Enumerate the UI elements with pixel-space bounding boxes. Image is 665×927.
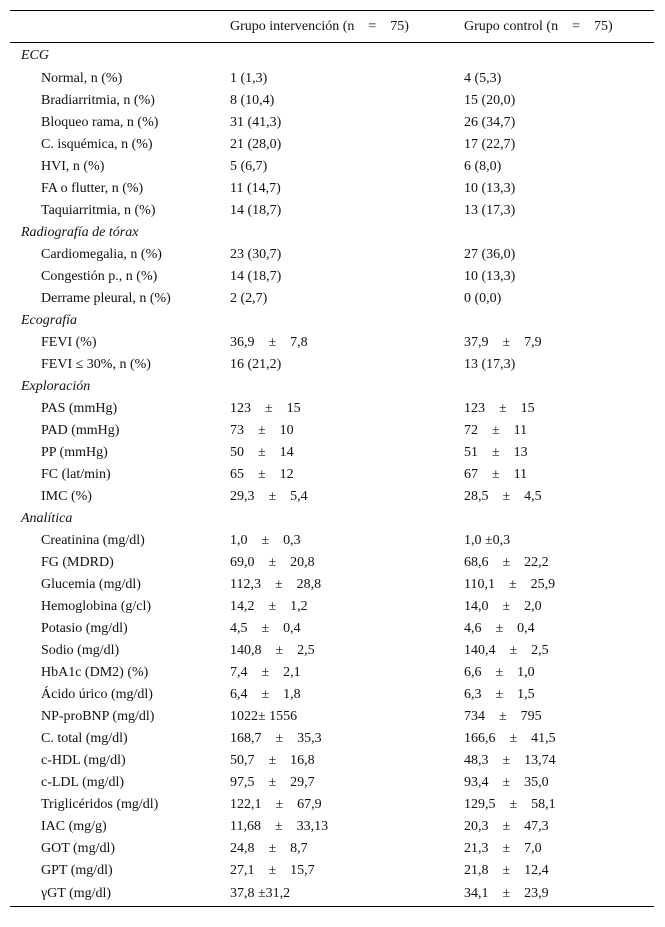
control-value: 166,6 ± 41,5 — [464, 731, 556, 746]
control-value: 1,0 ±0,3 — [464, 533, 511, 548]
table-row — [10, 464, 654, 486]
control-value: 37,9 ± 7,9 — [464, 335, 542, 350]
variable-label: Normal, n (%) — [41, 71, 123, 86]
intervention-value: 21 (28,0) — [230, 137, 282, 152]
variable-label: Ácido úrico (mg/dl) — [41, 687, 153, 702]
variable-label: C. total (mg/dl) — [41, 731, 128, 746]
variable-label: Creatinina (mg/dl) — [41, 533, 145, 548]
control-value: 27 (36,0) — [464, 247, 516, 262]
variable-label: Derrame pleural, n (%) — [41, 291, 171, 306]
table-row — [10, 794, 654, 816]
table-row — [10, 200, 654, 222]
control-value: 26 (34,7) — [464, 115, 516, 130]
intervention-value: 5 (6,7) — [230, 159, 268, 174]
section-title: ECG — [21, 47, 49, 63]
control-value: 67 ± 11 — [464, 467, 528, 482]
intervention-value: 69,0 ± 20,8 — [230, 555, 315, 570]
table-row — [10, 882, 654, 907]
variable-label: PAS (mmHg) — [41, 401, 118, 416]
variable-label: PAD (mmHg) — [41, 423, 120, 438]
variable-label: IMC (%) — [41, 489, 92, 504]
section-title: Radiografía de tórax — [21, 225, 139, 240]
control-value: 20,3 ± 47,3 — [464, 819, 549, 834]
variable-label: c-LDL (mg/dl) — [41, 775, 125, 790]
table-row — [10, 156, 654, 178]
header-variable-column — [10, 11, 230, 43]
table-row — [10, 684, 654, 706]
table-row — [10, 772, 654, 794]
control-value: 6,3 ± 1,5 — [464, 687, 535, 702]
control-value: 140,4 ± 2,5 — [464, 643, 549, 658]
intervention-value: 37,8 ±31,2 — [230, 886, 291, 901]
table-row — [10, 112, 654, 134]
control-value: 0 (0,0) — [464, 291, 502, 306]
control-value: 10 (13,3) — [464, 181, 516, 196]
table-row — [10, 838, 654, 860]
intervention-value: 16 (21,2) — [230, 357, 282, 372]
variable-label: Sodio (mg/dl) — [41, 643, 120, 658]
variable-label: GOT (mg/dl) — [41, 841, 116, 856]
control-value: 734 ± 795 — [464, 709, 542, 724]
variable-label: c-HDL (mg/dl) — [41, 753, 126, 768]
control-value: 21,3 ± 7,0 — [464, 841, 542, 856]
table-row — [10, 618, 654, 640]
table-row — [10, 662, 654, 684]
table-row — [10, 68, 654, 90]
control-value: 4,6 ± 0,4 — [464, 621, 535, 636]
table-row — [10, 178, 654, 200]
table-row — [10, 398, 654, 420]
intervention-value: 97,5 ± 29,7 — [230, 775, 315, 790]
intervention-value: 2 (2,7) — [230, 291, 268, 306]
table-row — [10, 530, 654, 552]
table-row — [10, 288, 654, 310]
table-row — [10, 750, 654, 772]
table-row — [10, 596, 654, 618]
table-body — [10, 43, 654, 907]
control-value: 15 (20,0) — [464, 93, 516, 108]
table-row — [10, 728, 654, 750]
header-row — [10, 11, 654, 43]
variable-label: IAC (mg/g) — [41, 819, 107, 834]
section-row — [10, 508, 654, 530]
control-value: 129,5 ± 58,1 — [464, 797, 556, 812]
intervention-value: 11,68 ± 33,13 — [230, 819, 329, 834]
intervention-value: 50,7 ± 16,8 — [230, 753, 315, 768]
control-value: 21,8 ± 12,4 — [464, 863, 549, 878]
table-row — [10, 816, 654, 838]
section-title: Exploración — [21, 379, 91, 394]
section-row — [10, 43, 654, 69]
section-title: Ecografía — [21, 313, 77, 328]
variable-label: Congestión p., n (%) — [41, 269, 158, 284]
table-row — [10, 90, 654, 112]
variable-label: FA o flutter, n (%) — [41, 181, 144, 196]
control-value: 10 (13,3) — [464, 269, 516, 284]
intervention-value: 168,7 ± 35,3 — [230, 731, 322, 746]
clinical-data-table-container — [10, 10, 654, 907]
table-row — [10, 860, 654, 882]
variable-label: PP (mmHg) — [41, 445, 108, 460]
intervention-value: 50 ± 14 — [230, 445, 294, 460]
variable-label: FEVI (%) — [41, 335, 97, 350]
intervention-value: 31 (41,3) — [230, 115, 282, 130]
variable-label: Triglicéridos (mg/dl) — [41, 797, 159, 812]
table-row — [10, 134, 654, 156]
control-value: 17 (22,7) — [464, 137, 516, 152]
clinical-data-table — [10, 10, 654, 907]
control-value: 72 ± 11 — [464, 423, 528, 438]
variable-label: Glucemia (mg/dl) — [41, 577, 141, 592]
variable-label: HVI, n (%) — [41, 159, 105, 174]
table-row — [10, 442, 654, 464]
control-value: 13 (17,3) — [464, 357, 516, 372]
intervention-value: 11 (14,7) — [230, 181, 281, 196]
variable-label: FG (MDRD) — [41, 555, 114, 570]
intervention-value: 123 ± 15 — [230, 401, 301, 416]
variable-label: NP-proBNP (mg/dl) — [41, 709, 155, 724]
section-row — [10, 310, 654, 332]
variable-label: γGT (mg/dl) — [41, 886, 112, 901]
intervention-value: 122,1 ± 67,9 — [230, 797, 322, 812]
control-value: 14,0 ± 2,0 — [464, 599, 542, 614]
intervention-value: 6,4 ± 1,8 — [230, 687, 301, 702]
variable-label: C. isquémica, n (%) — [41, 137, 153, 152]
intervention-value: 14 (18,7) — [230, 203, 282, 218]
table-row — [10, 420, 654, 442]
intervention-value: 23 (30,7) — [230, 247, 282, 262]
section-row — [10, 222, 654, 244]
intervention-value: 8 (10,4) — [230, 93, 275, 108]
variable-label: Cardiomegalia, n (%) — [41, 247, 162, 262]
table-row — [10, 486, 654, 508]
intervention-value: 36,9 ± 7,8 — [230, 335, 308, 350]
control-value: 51 ± 13 — [464, 445, 528, 460]
intervention-value: 1 (1,3) — [230, 71, 268, 86]
control-value: 93,4 ± 35,0 — [464, 775, 549, 790]
header-control-group: Grupo control (n = 75) — [464, 18, 613, 34]
intervention-value: 24,8 ± 8,7 — [230, 841, 308, 856]
control-value: 48,3 ± 13,74 — [464, 753, 556, 768]
section-title: Analítica — [21, 511, 73, 526]
intervention-value: 1,0 ± 0,3 — [230, 533, 301, 548]
table-row — [10, 266, 654, 288]
variable-label: GPT (mg/dl) — [41, 863, 113, 878]
intervention-value: 27,1 ± 15,7 — [230, 863, 315, 878]
control-value: 13 (17,3) — [464, 203, 516, 218]
variable-label: Hemoglobina (g/cl) — [41, 599, 152, 614]
variable-label: FEVI ≤ 30%, n (%) — [41, 357, 151, 372]
intervention-value: 7,4 ± 2,1 — [230, 665, 301, 680]
variable-label: Taquiarritmia, n (%) — [41, 203, 156, 218]
intervention-value: 112,3 ± 28,8 — [230, 577, 322, 592]
intervention-value: 14 (18,7) — [230, 269, 282, 284]
table-row — [10, 574, 654, 596]
table-row — [10, 244, 654, 266]
table-row — [10, 706, 654, 728]
intervention-value: 73 ± 10 — [230, 423, 294, 438]
intervention-value: 14,2 ± 1,2 — [230, 599, 308, 614]
control-value: 28,5 ± 4,5 — [464, 489, 542, 504]
variable-label: HbA1c (DM2) (%) — [41, 665, 149, 680]
variable-label: Bradiarritmia, n (%) — [41, 93, 155, 108]
intervention-value: 140,8 ± 2,5 — [230, 643, 315, 658]
intervention-value: 65 ± 12 — [230, 467, 294, 482]
header-intervention-group: Grupo intervención (n = 75) — [230, 18, 409, 34]
table-row — [10, 552, 654, 574]
section-row — [10, 376, 654, 398]
intervention-value: 1022± 1556 — [230, 709, 298, 724]
variable-label: Potasio (mg/dl) — [41, 621, 128, 636]
table-row — [10, 640, 654, 662]
intervention-value: 29,3 ± 5,4 — [230, 489, 308, 504]
variable-label: FC (lat/min) — [41, 467, 111, 482]
variable-label: Bloqueo rama, n (%) — [41, 115, 159, 130]
intervention-value: 4,5 ± 0,4 — [230, 621, 301, 636]
control-value: 6 (8,0) — [464, 159, 502, 174]
control-value: 110,1 ± 25,9 — [464, 577, 556, 592]
control-value: 34,1 ± 23,9 — [464, 886, 549, 901]
control-value: 4 (5,3) — [464, 71, 502, 86]
control-value: 68,6 ± 22,2 — [464, 555, 549, 570]
control-value: 6,6 ± 1,0 — [464, 665, 535, 680]
table-header — [10, 11, 654, 43]
control-value: 123 ± 15 — [464, 401, 535, 416]
table-row — [10, 332, 654, 354]
table-row — [10, 354, 654, 376]
